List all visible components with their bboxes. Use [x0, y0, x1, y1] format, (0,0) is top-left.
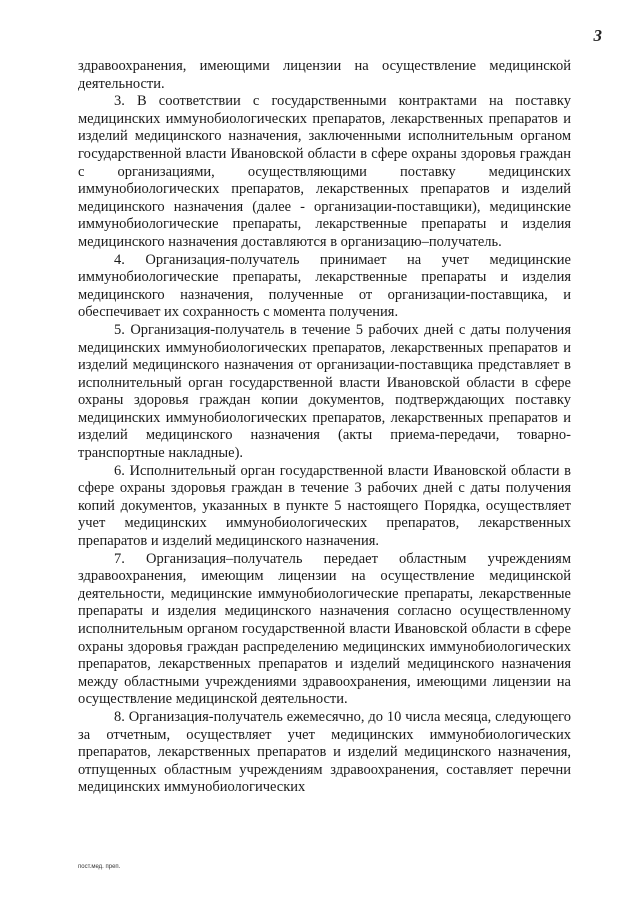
paragraph-3: 3. В соответствии с государственными контрактами на поставку медицинских иммунобиологических препаратов, лекарственных препаратов и изделий медицинского назначения, заключенными исполнительным органом государственной власти Ивановской области в сфере охраны здоровья граждан с организациями, осуществляющими поставку медицинских иммунобиологических препаратов, лекарственных препаратов и изделий медицинского назначения (далее - организации-поставщики), медицинские иммунобиологические препараты, лекарственные препараты и изделия медицинского назначения доставляются в организацию–получатель.	[78, 93, 571, 250]
paragraph-4: 4. Организация-получатель принимает на учет медицинские иммунобиологические препараты, лекарственные препараты и изделия медицинского назначения, полученные от организации-поставщика, и обеспечивает их сохранность с момента получения.	[78, 251, 571, 321]
footer-file-code: пост.мед. преп.	[78, 864, 121, 870]
document-body	[78, 58, 571, 797]
paragraph-continuation: здравоохранения, имеющими лицензии на осуществление медицинской деятельности.	[78, 58, 571, 92]
page-number: 3	[593, 26, 602, 45]
paragraph-6: 6. Исполнительный орган государственной власти Ивановской области в сфере охраны здоровья граждан в течение 3 рабочих дней с даты получения копий документов, указанных в пункте 5 настоящего Порядка, осуществляет учет медицинских иммунобиологических препаратов, лекарственных препаратов и изделий медицинского назначения.	[78, 462, 571, 550]
paragraph-7: 7. Организация–получатель передает областным учреждениям здравоохранения, имеющим лицензии на осуществление медицинской деятельности, медицинские иммунобиологические препараты, лекарственные препараты и изделия медицинского назначения согласно осуществленному исполнительным органом государственной власти Ивановской области в сфере охраны здоровья граждан распределению медицинских иммунобиологических препаратов, лекарственных препаратов и изделий медицинского назначения между областными учреждениями здравоохранения, имеющими лицензии на осуществление медицинской деятельности.	[78, 550, 571, 708]
paragraph-8: 8. Организация-получатель ежемесячно, до 10 числа месяца, следующего за отчетным, осуществляет учет медицинских иммунобиологических препаратов, лекарственных препаратов и изделий медицинского назначения, отпущенных областным учреждениям здравоохранения, составляет перечни медицинских иммунобиологических	[78, 708, 571, 796]
paragraph-5: 5. Организация-получатель в течение 5 рабочих дней с даты получения медицинских иммунобиологических препаратов, лекарственных препаратов и изделий медицинского назначения от организации-поставщика представляет в исполнительный орган государственной власти Ивановской области в сфере охраны здоровья граждан копии документов, подтверждающих поставку медицинских иммунобиологических препаратов, лекарственных препаратов и изделий медицинского назначения (акты приема-передачи, товарно-транспортные накладные).	[78, 321, 571, 462]
